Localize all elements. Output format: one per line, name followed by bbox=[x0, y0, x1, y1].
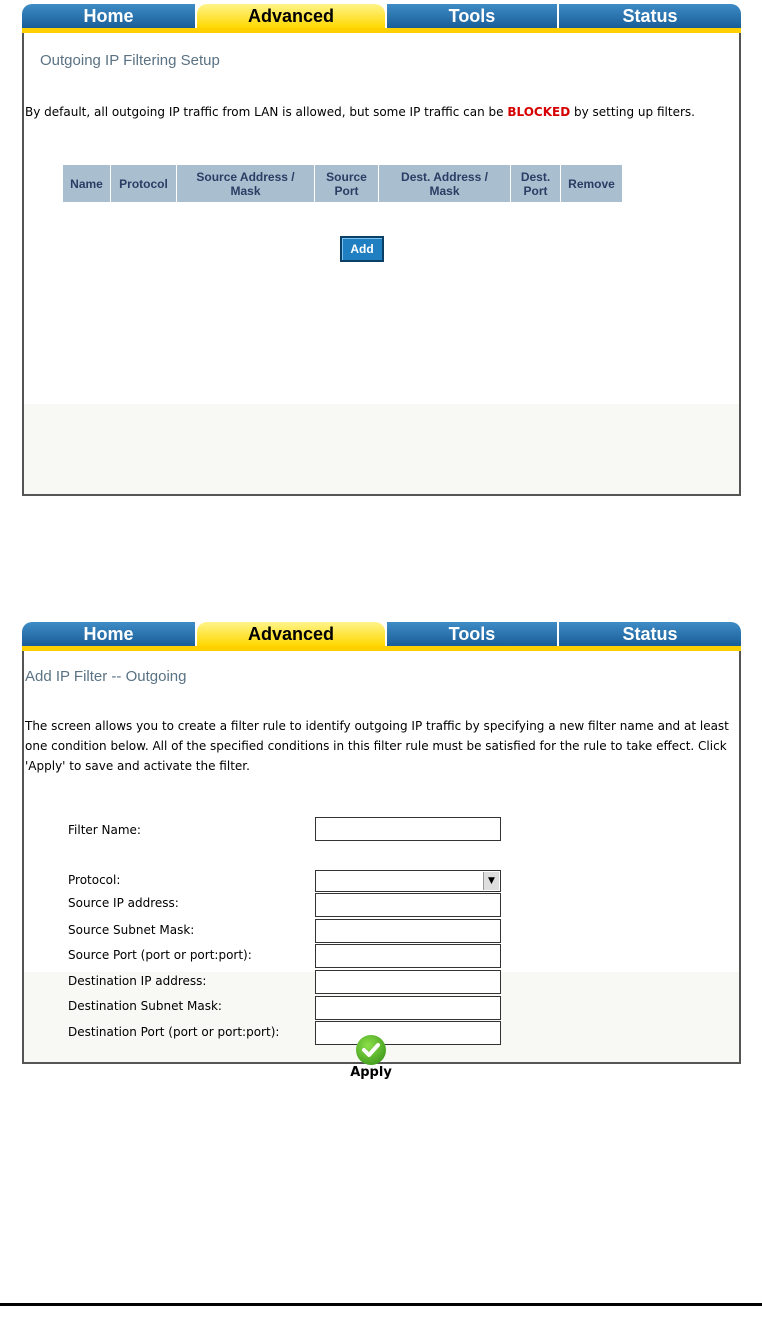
checkmark-icon bbox=[356, 1035, 386, 1065]
tab-advanced[interactable]: Advanced bbox=[197, 4, 385, 28]
filter-rules-table bbox=[62, 164, 623, 203]
description-text-end: by setting up filters. bbox=[570, 105, 695, 119]
dest-ip-input[interactable] bbox=[315, 970, 501, 994]
page-title: Add IP Filter -- Outgoing bbox=[25, 668, 187, 685]
col-protocol: Protocol bbox=[111, 165, 177, 203]
page-description: The screen allows you to create a filter rule to identify outgoing IP traffic by specifying a new filter name and at least one condition below. All of the specified conditions in this filter rule must be satisfied for the rule to take effect. Click 'Apply' to save and activate the filter. bbox=[25, 719, 729, 773]
col-source-address: Source Address / Mask bbox=[177, 165, 315, 203]
col-name: Name bbox=[63, 165, 111, 203]
tab-status[interactable]: Status bbox=[559, 622, 741, 646]
dest-port-label: Destination Port (port or port:port): bbox=[68, 1025, 280, 1039]
tab-tools[interactable]: Tools bbox=[387, 622, 557, 646]
col-source-port: Source Port bbox=[315, 165, 379, 203]
add-button[interactable]: Add bbox=[340, 236, 384, 262]
nav-tabs bbox=[22, 622, 741, 646]
panel-footer-band bbox=[24, 404, 739, 494]
filter-name-label: Filter Name: bbox=[68, 823, 141, 837]
description-text: By default, all outgoing IP traffic from LAN is allowed, but some IP traffic can be bbox=[25, 105, 508, 119]
tab-advanced[interactable]: Advanced bbox=[197, 622, 385, 646]
dest-ip-label: Destination IP address: bbox=[68, 974, 207, 988]
col-remove: Remove bbox=[561, 165, 623, 203]
table-header-row bbox=[63, 165, 623, 203]
filter-name-input[interactable] bbox=[315, 817, 501, 841]
page-description bbox=[25, 102, 730, 122]
tab-home[interactable]: Home bbox=[22, 622, 195, 646]
source-port-input[interactable] bbox=[315, 944, 501, 968]
dest-mask-label: Destination Subnet Mask: bbox=[68, 999, 222, 1013]
protocol-select[interactable] bbox=[315, 870, 501, 892]
page-divider bbox=[0, 1303, 762, 1306]
dest-mask-input[interactable] bbox=[315, 996, 501, 1020]
source-mask-label: Source Subnet Mask: bbox=[68, 923, 195, 937]
tab-home[interactable]: Home bbox=[22, 4, 195, 28]
tab-tools[interactable]: Tools bbox=[387, 4, 557, 28]
col-dest-address: Dest. Address / Mask bbox=[379, 165, 511, 203]
protocol-label: Protocol: bbox=[68, 873, 121, 887]
source-ip-label: Source IP address: bbox=[68, 896, 179, 910]
nav-tabs bbox=[22, 4, 741, 28]
blocked-text: BLOCKED bbox=[507, 105, 571, 119]
apply-button[interactable] bbox=[343, 1035, 399, 1080]
col-dest-port: Dest. Port bbox=[511, 165, 561, 203]
source-ip-input[interactable] bbox=[315, 893, 501, 917]
page-title: Outgoing IP Filtering Setup bbox=[40, 52, 220, 69]
source-mask-input[interactable] bbox=[315, 919, 501, 943]
source-port-label: Source Port (port or port:port): bbox=[68, 948, 252, 962]
tab-status[interactable]: Status bbox=[559, 4, 741, 28]
dropdown-arrow-icon[interactable]: ▼ bbox=[483, 872, 499, 890]
apply-label: Apply bbox=[350, 1065, 392, 1080]
